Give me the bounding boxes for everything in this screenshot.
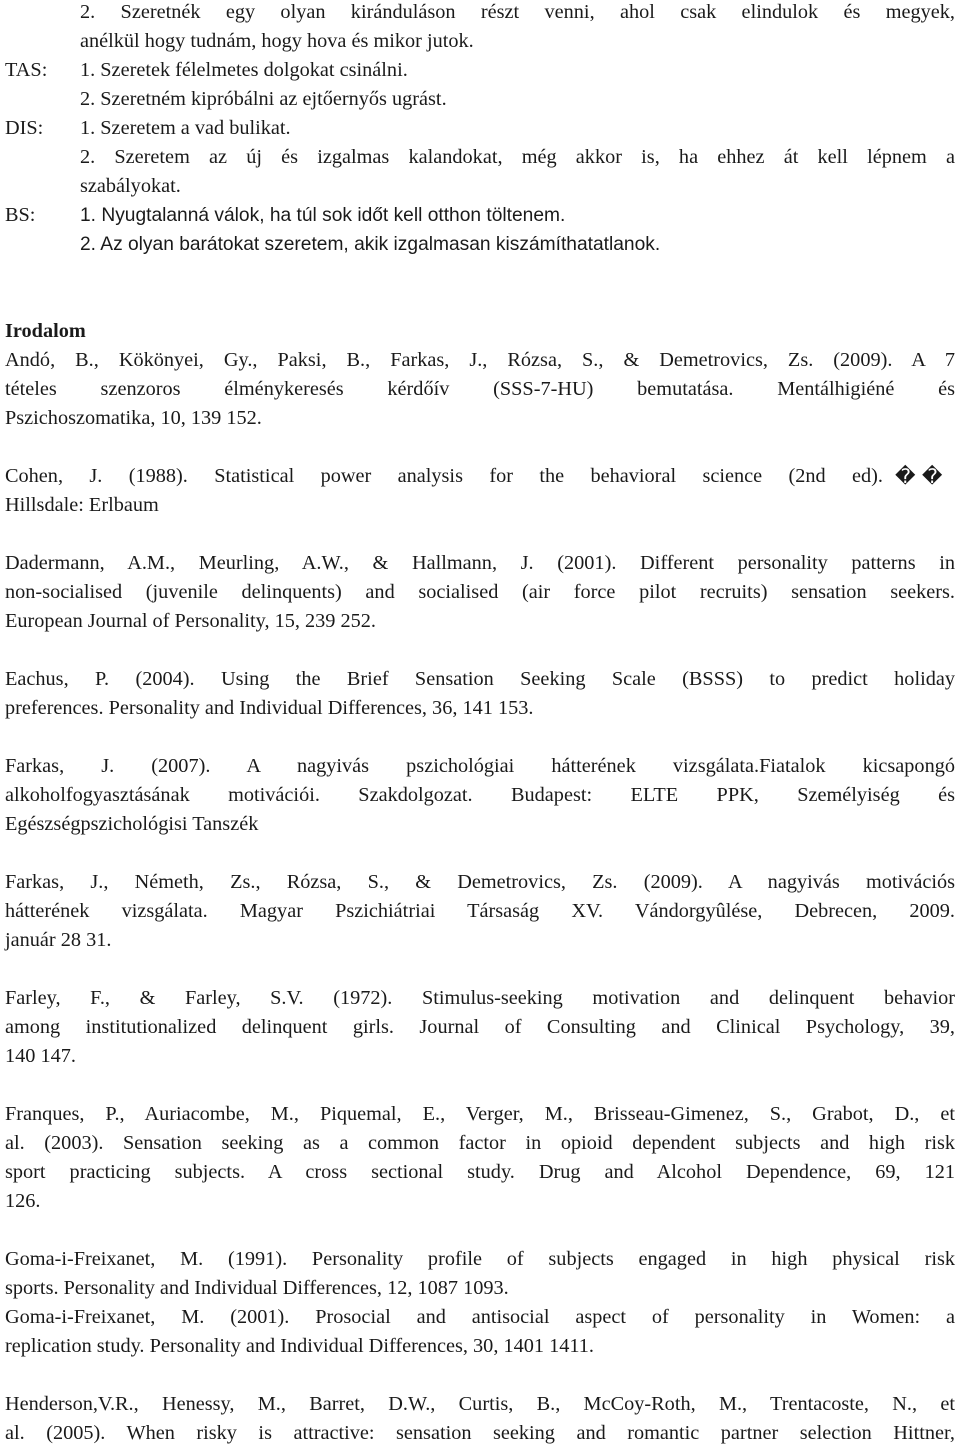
reference-line: Dadermann, A.M., Meurling, A.W., & Hallmann, J. (2001). Different personality patterns in xyxy=(5,552,955,574)
reference-line: Franques, P., Auriacombe, M., Piquemal, E., Verger, M., Brisseau-Gimenez, S., Grabot, D., et xyxy=(5,1103,955,1125)
reference-line: Egészségpszichológisi Tanszék xyxy=(5,813,259,835)
reference-line: tételes szenzoros élménykeresés kérdőív (SSS-7-HU) bemutatása. Mentálhigiéné és xyxy=(5,378,955,400)
tas-row xyxy=(5,56,955,85)
reference-line: 140 147. xyxy=(5,1045,76,1067)
reference-line: al. (2003). Sensation seeking as a common factor in opioid dependent subjects and high risk xyxy=(5,1132,955,1154)
reference-line: replication study. Personality and Individual Differences, 30, 1401 1411. xyxy=(5,1335,594,1357)
reference-line: Henderson,V.R., Henessy, M., Barret, D.W., Curtis, B., McCoy-Roth, M., Trentacoste, N., et xyxy=(5,1393,955,1415)
quiz-item-text: 2. Szeretnék egy olyan kiránduláson részt venni, ahol csak elindulok és megyek, xyxy=(80,1,955,23)
reference-line: 126. xyxy=(5,1190,41,1212)
reference-line: hátterének vizsgálata. Magyar Pszichiátriai Társaság XV. Vándorgyûlése, Debrecen, 2009. xyxy=(5,900,955,922)
quiz-item-text: 2. Az olyan barátokat szeretem, akik izgalmasan kiszámíthatatlanok. xyxy=(80,234,661,255)
reference-line: Eachus, P. (2004). Using the Brief Sensation Seeking Scale (BSSS) to predict holiday xyxy=(5,668,955,690)
quiz-item-text: 2. Szeretem az új és izgalmas kalandokat, még akkor is, ha ehhez át kell lépnem a xyxy=(80,146,955,168)
reference-line: sports. Personality and Individual Differences, 12, 1087 1093. xyxy=(5,1277,509,1299)
reference-line: Cohen, J. (1988). Statistical power analysis for the behavioral science (2nd ed). xyxy=(5,465,883,487)
reference-line: Goma-i-Freixanet, M. (1991). Personality profile of subjects engaged in high physical risk xyxy=(5,1248,955,1270)
reference-line: Pszichoszomatika, 10, 139 152. xyxy=(5,407,262,429)
unknown-glyph-icon: � � xyxy=(895,464,943,488)
quiz-item-text: 1. Szeretem a vad bulikat. xyxy=(80,117,291,139)
quiz-item-text: szabályokat. xyxy=(80,175,181,197)
reference-line: sport practicing subjects. A cross sectional study. Drug and Alcohol Dependence, 69, 121 xyxy=(5,1161,955,1183)
reference-line: Farkas, J. (2007). A nagyivás pszichológiai hátterének vizsgálata.Fiatalok kicsapongó xyxy=(5,755,955,777)
tas-label: TAS: xyxy=(5,59,48,81)
references-heading: Irodalom xyxy=(5,320,86,342)
bs-row xyxy=(5,201,955,230)
reference-line-cohen xyxy=(5,462,955,491)
reference-line: among institutionalized delinquent girls. Journal of Consulting and Clinical Psychology, 39, xyxy=(5,1016,955,1038)
quiz-item-text: 1. Nyugtalanná válok, ha túl sok időt kell otthon töltenem. xyxy=(80,205,566,226)
reference-line: Farkas, J., Németh, Zs., Rózsa, S., & Demetrovics, Zs. (2009). A nagyivás motivációs xyxy=(5,871,955,893)
reference-line: preferences. Personality and Individual Differences, 36, 141 153. xyxy=(5,697,534,719)
reference-line: European Journal of Personality, 15, 239 252. xyxy=(5,610,377,632)
quiz-item-text: 2. Szeretném kipróbálni az ejtőernyős ugrást. xyxy=(80,88,447,110)
dis-label: DIS: xyxy=(5,117,44,139)
reference-line: Goma-i-Freixanet, M. (2001). Prosocial and antisocial aspect of personality in Women: a xyxy=(5,1306,955,1328)
dis-row xyxy=(5,114,955,143)
quiz-item-text: 1. Szeretek félelmetes dolgokat csinálni. xyxy=(80,59,408,81)
reference-line: január 28 31. xyxy=(5,929,112,951)
reference-line: non-socialised (juvenile delinquents) and socialised (air force pilot recruits) sensation seekers. xyxy=(5,581,955,603)
reference-line: al. (2005). When risky is attractive: sensation seeking and romantic partner selection Hittner, xyxy=(5,1422,955,1444)
reference-line: Andó, B., Kökönyei, Gy., Paksi, B., Farkas, J., Rózsa, S., & Demetrovics, Zs. (2009). A 7 xyxy=(5,349,955,371)
quiz-item-text: anélkül hogy tudnám, hogy hova és mikor jutok. xyxy=(80,30,474,52)
reference-line: Farley, F., & Farley, S.V. (1972). Stimulus-seeking motivation and delinquent behavior xyxy=(5,987,955,1009)
reference-line: Hillsdale: Erlbaum xyxy=(5,494,159,516)
bs-label: BS: xyxy=(5,204,36,226)
reference-line: alkoholfogyasztásának motivációi. Szakdolgozat. Budapest: ELTE PPK, Személyiség és xyxy=(5,784,955,806)
